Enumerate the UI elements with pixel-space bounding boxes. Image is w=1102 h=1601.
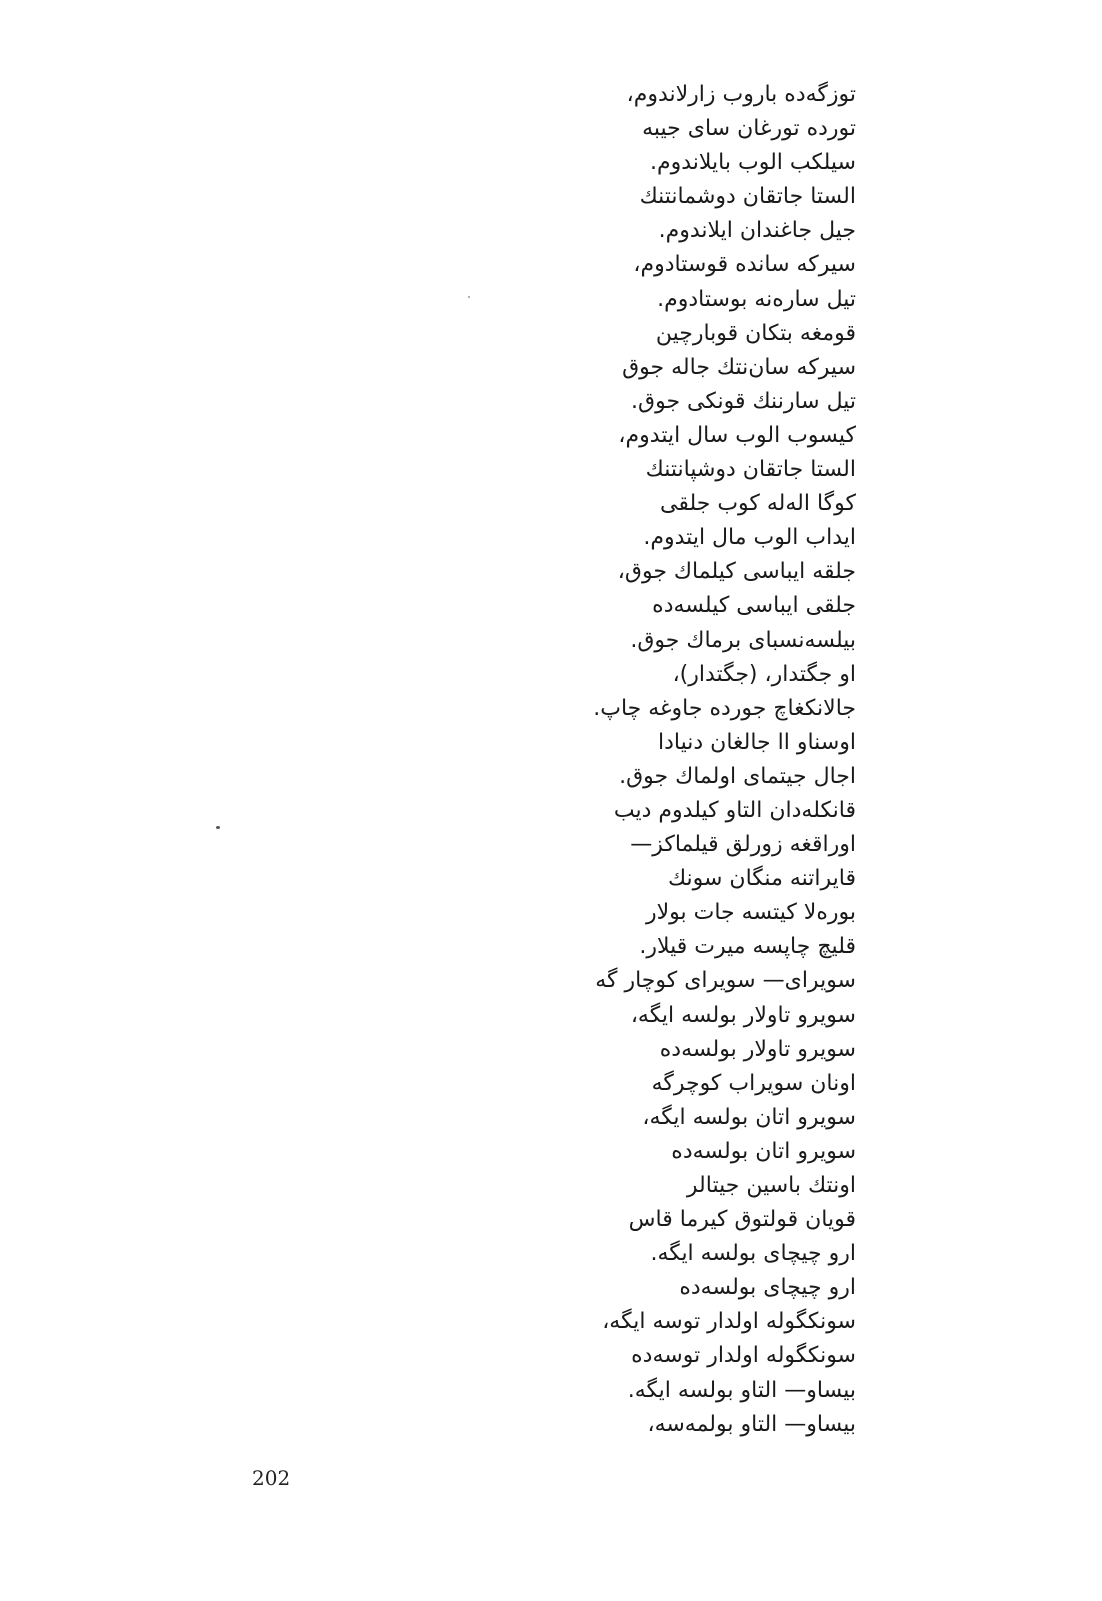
verse-line: جلقه ایباسی کیلماك جوق،: [617, 559, 856, 585]
verse-line: ارو چیچای بولسه ایگه.: [650, 1241, 856, 1267]
verse-line: اجال جیتمای اولماك جوق.: [619, 763, 856, 789]
verse-line: سونکگوله اولدار توسه ایگه،: [602, 1309, 856, 1335]
verse-line: ایداب الوب مال ایتدوم.: [643, 525, 856, 551]
verse-line: الستا جاتقان دوشمانتنك: [639, 184, 856, 210]
verse-line: جیل جاغندان ایلاندوم.: [658, 218, 856, 244]
verse-line: تورده تورغان سای جیبه: [642, 116, 856, 142]
verse-line: سیرکه سانده قوستادوم،: [633, 252, 856, 278]
verse-line: الستا جاتقان دوشپانتنك: [645, 457, 856, 483]
verse-line: اوراقغه زورلق قیلماکز—: [630, 832, 856, 858]
verse-line: جالانکغاچ جورده جاوغه چاپ.: [593, 695, 856, 721]
verse-line: سونکگوله اولدار توسەده: [631, 1343, 856, 1369]
verse-line: کوگا الەله کوب جلقی: [659, 491, 856, 517]
verse-line: سویرو اتان بولسەده: [671, 1138, 856, 1164]
verse-line: بورەلا کیتسه جات بولار: [645, 900, 856, 926]
verse-line: تیل سارننك قونکی جوق.: [631, 388, 856, 414]
verse-line: سیرکه سان‌نتك جاله جوق: [622, 354, 856, 380]
verse-line: اوسناو اا جالغان دنیادا: [658, 729, 856, 755]
scan-speck: [468, 296, 470, 298]
verse-line: توزگەده باروب زارلاندوم،: [626, 82, 856, 107]
poem-text: [496, 78, 856, 1442]
verse-line: بیساو— التاو بولمەسه،: [647, 1411, 856, 1437]
verse-line: اونتك باسین جیتالر: [686, 1173, 856, 1198]
verse-line: سویرو تاولار بولسه ایگه،: [630, 1002, 856, 1028]
verse-line: قایراتنه منگان سونك: [667, 866, 856, 892]
verse-line: کیسوب الوب سال ایتدوم،: [618, 422, 856, 448]
verse-line: سویرو اتان بولسه ایگه،: [642, 1104, 856, 1130]
verse-line: سویرو تاولار بولسەده: [659, 1036, 856, 1062]
verse-line: قویان قولتوق کیرما قاس: [628, 1207, 856, 1233]
scan-speck: [216, 826, 220, 829]
verse-line: اونان سویراب کوچرگه: [651, 1070, 856, 1096]
verse-line: سیلکب الوب بایلاندوم.: [650, 150, 856, 176]
verse-line: جلقی ایباسی کیلسەده: [652, 593, 856, 619]
page-number: 202: [252, 1466, 291, 1490]
verse-line: بیلسەنسبای برماك جوق.: [630, 627, 856, 653]
verse-line: سویرای— سویرای کوچار گه: [595, 968, 856, 994]
verse-line: تیل سارەنه بوستادوم.: [657, 286, 856, 312]
verse-line: ارو چیچای بولسەده: [679, 1275, 856, 1301]
verse-line: قلیچ چاپسه میرت قیلار.: [639, 934, 856, 960]
verse-line: قانکلەدان التاو کیلدوم دیب: [613, 797, 856, 823]
verse-line: او جگتدار، (جگتدار)،: [672, 661, 856, 687]
verse-line: بیساو— التاو بولسه ایگه.: [627, 1377, 856, 1403]
verse-line: قومغه بتکان قوبارچین: [655, 320, 856, 346]
